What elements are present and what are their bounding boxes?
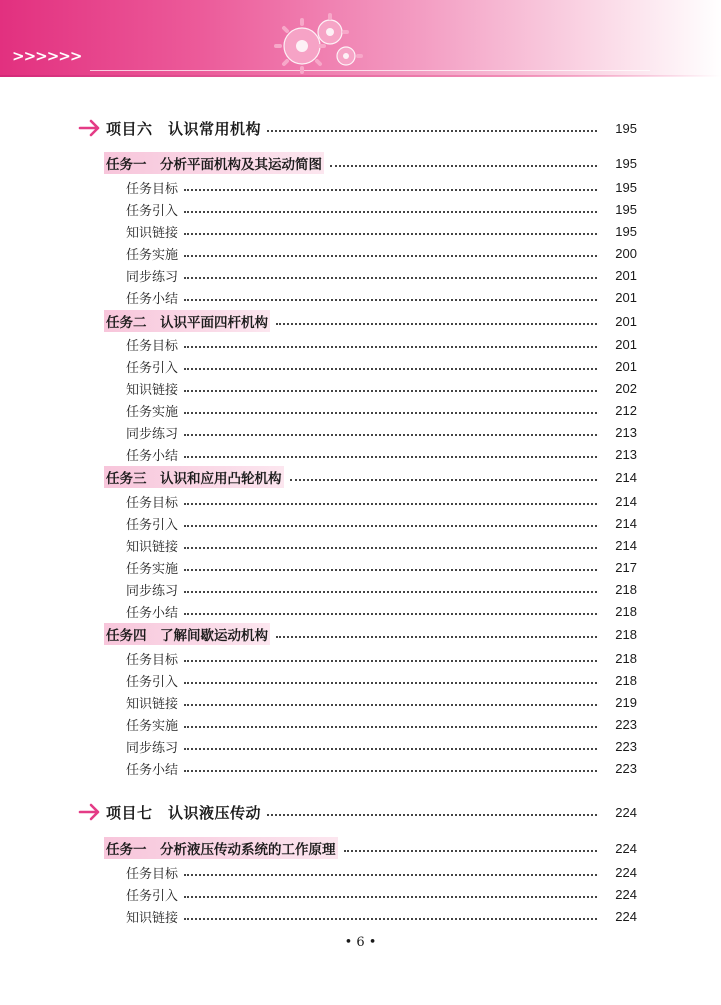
toc-entry-sub[interactable]: [0, 906, 721, 926]
toc-entry-page: 195: [615, 223, 637, 239]
toc-entry-page: 202: [615, 380, 637, 396]
toc-entry-page: 213: [615, 424, 637, 440]
toc-entry-sub[interactable]: [0, 670, 721, 690]
toc-entry-sub[interactable]: [0, 199, 721, 219]
toc-entry-task[interactable]: [0, 838, 721, 858]
toc-entry-label: 知识链接: [126, 539, 179, 555]
toc-entry-label: 知识链接: [126, 382, 179, 398]
dot-leader: [184, 277, 597, 279]
dot-leader: [184, 434, 597, 436]
toc-entry-page: 218: [615, 672, 637, 688]
toc-entry-label: 任务引入: [126, 203, 179, 219]
toc-entry-page: 214: [615, 515, 637, 531]
toc-entry-label: 任务目标: [126, 181, 179, 197]
dot-leader: [267, 814, 597, 816]
dot-leader: [184, 346, 597, 348]
dot-leader: [330, 165, 597, 167]
dot-leader: [184, 189, 597, 191]
toc-entry-page: 212: [615, 402, 637, 418]
toc-entry-label: 任务目标: [126, 338, 179, 354]
toc-entry-label: 任务引入: [126, 888, 179, 904]
toc-entry-label: 任务引入: [126, 360, 179, 376]
toc-entry-page: 201: [615, 267, 637, 283]
toc-entry-sub[interactable]: [0, 557, 721, 577]
toc-entry-task[interactable]: [0, 624, 721, 644]
dot-leader: [184, 613, 597, 615]
toc-entry-page: 214: [615, 493, 637, 509]
toc-entry-page: 213: [615, 446, 637, 462]
dot-leader: [184, 569, 597, 571]
arrow-right-icon: [78, 802, 102, 822]
dot-leader: [276, 636, 597, 638]
toc-entry-label: 任务一 分析平面机构及其运动简图: [104, 152, 324, 174]
toc-entry-sub[interactable]: [0, 422, 721, 442]
toc-entry-page: 214: [615, 537, 637, 553]
toc-entry-sub[interactable]: [0, 378, 721, 398]
dot-leader: [184, 874, 597, 876]
dot-leader: [290, 479, 598, 481]
toc-entry-label: 任务引入: [126, 674, 179, 690]
toc-entry-page: 224: [615, 804, 637, 820]
toc-entry-sub[interactable]: [0, 400, 721, 420]
toc-entry-task[interactable]: [0, 153, 721, 173]
toc-entry-page: 223: [615, 760, 637, 776]
toc-entry-sub[interactable]: [0, 513, 721, 533]
dot-leader: [184, 918, 597, 920]
dot-leader: [184, 211, 597, 213]
toc-entry-label: 任务目标: [126, 652, 179, 668]
dot-leader: [184, 412, 597, 414]
toc-entry-page: 224: [615, 908, 637, 924]
toc-entry-page: 201: [615, 336, 637, 352]
toc-entry-sub[interactable]: [0, 692, 721, 712]
toc-entry-label: 任务目标: [126, 866, 179, 882]
toc-entry-label: 任务小结: [126, 291, 179, 307]
toc-entry-page: 223: [615, 738, 637, 754]
dot-leader: [184, 660, 597, 662]
dot-leader: [184, 591, 597, 593]
toc-entry-sub[interactable]: [0, 265, 721, 285]
toc-entry-sub[interactable]: [0, 356, 721, 376]
toc-entry-label: 任务小结: [126, 762, 179, 778]
dot-leader: [184, 682, 597, 684]
toc-entry-sub[interactable]: [0, 579, 721, 599]
toc-entry-label: 任务一 分析液压传动系统的工作原理: [104, 837, 338, 859]
dot-leader: [184, 770, 597, 772]
toc-entry-label: 任务小结: [126, 448, 179, 464]
dot-leader: [184, 726, 597, 728]
toc-entry-sub[interactable]: [0, 243, 721, 263]
toc-entry-page: 218: [615, 603, 637, 619]
toc-entry-page: 195: [615, 201, 637, 217]
toc-entry-sub[interactable]: [0, 714, 721, 734]
toc-entry-page: 219: [615, 694, 637, 710]
toc-entry-label: 任务二 认识平面四杆机构: [104, 310, 270, 332]
toc-entry-page: 224: [615, 840, 637, 856]
toc-entry-sub[interactable]: [0, 535, 721, 555]
toc-entry-sub[interactable]: [0, 177, 721, 197]
toc-entry-sub[interactable]: [0, 648, 721, 668]
toc-entry-page: 195: [615, 155, 637, 171]
toc-entry-label: 同步练习: [126, 740, 179, 756]
dot-leader: [184, 896, 597, 898]
toc-entry-page: 195: [615, 120, 637, 136]
toc-entry-sub[interactable]: [0, 491, 721, 511]
dot-leader: [184, 368, 597, 370]
toc-entry-page: 201: [615, 289, 637, 305]
dot-leader: [184, 704, 597, 706]
toc-entry-label: 知识链接: [126, 696, 179, 712]
chevrons-icon: >>>>>>: [12, 47, 82, 65]
dot-leader: [344, 850, 598, 852]
toc-entry-label: 任务四 了解间歇运动机构: [104, 623, 270, 645]
dot-leader: [184, 547, 597, 549]
toc-entry-sub[interactable]: [0, 862, 721, 882]
toc-entry-label: 任务实施: [126, 247, 179, 263]
toc-entry-task[interactable]: [0, 467, 721, 487]
dot-leader: [267, 130, 597, 132]
toc-entry-label: 同步练习: [126, 583, 179, 599]
toc-entry-sub[interactable]: [0, 758, 721, 778]
dot-leader: [184, 456, 597, 458]
toc-entry-label: 任务引入: [126, 517, 179, 533]
toc-entry-page: 201: [615, 313, 637, 329]
arrow-right-icon: [78, 118, 102, 138]
toc-entry-page: 224: [615, 864, 637, 880]
toc-entry-label: 任务小结: [126, 605, 179, 621]
toc-entry-sub[interactable]: [0, 884, 721, 904]
toc-entry-sub[interactable]: [0, 221, 721, 241]
toc-entry-label: 知识链接: [126, 225, 179, 241]
toc-entry-page: 217: [615, 559, 637, 575]
toc-entry-label: 任务三 认识和应用凸轮机构: [104, 466, 284, 488]
toc-entry-page: 218: [615, 650, 637, 666]
toc-entry-page: 201: [615, 358, 637, 374]
dot-leader: [184, 503, 597, 505]
toc-entry-page: 195: [615, 179, 637, 195]
toc-entry-sub[interactable]: [0, 287, 721, 307]
page-number: • 6 •: [344, 935, 377, 950]
dot-leader: [184, 233, 597, 235]
toc-entry-page: 223: [615, 716, 637, 732]
toc-entry-label: 任务实施: [126, 561, 179, 577]
toc-entry-label: 任务目标: [126, 495, 179, 511]
toc-entry-label: 项目六 认识常用机构: [106, 119, 262, 138]
toc-entry-task[interactable]: [0, 311, 721, 331]
dot-leader: [276, 323, 597, 325]
toc-entry-label: 同步练习: [126, 269, 179, 285]
toc-entry-page: 218: [615, 581, 637, 597]
dot-leader: [184, 525, 597, 527]
toc-entry-label: 项目七 认识液压传动: [106, 803, 262, 822]
toc-entry-sub[interactable]: [0, 334, 721, 354]
toc-entry-label: 知识链接: [126, 910, 179, 926]
toc-entry-sub[interactable]: [0, 601, 721, 621]
toc-entry-sub[interactable]: [0, 444, 721, 464]
dot-leader: [184, 299, 597, 301]
toc-entry-sub[interactable]: [0, 736, 721, 756]
toc-entry-label: 任务实施: [126, 718, 179, 734]
dot-leader: [184, 748, 597, 750]
toc-entry-label: 任务实施: [126, 404, 179, 420]
toc-entry-page: 214: [615, 469, 637, 485]
toc-entry-project[interactable]: [0, 802, 721, 822]
toc-entry-label: 同步练习: [126, 426, 179, 442]
toc-entry-project[interactable]: [0, 118, 721, 138]
dot-leader: [184, 390, 597, 392]
dot-leader: [184, 255, 597, 257]
toc-entry-page: 200: [615, 245, 637, 261]
toc-entry-page: 224: [615, 886, 637, 902]
toc-entry-page: 218: [615, 626, 637, 642]
